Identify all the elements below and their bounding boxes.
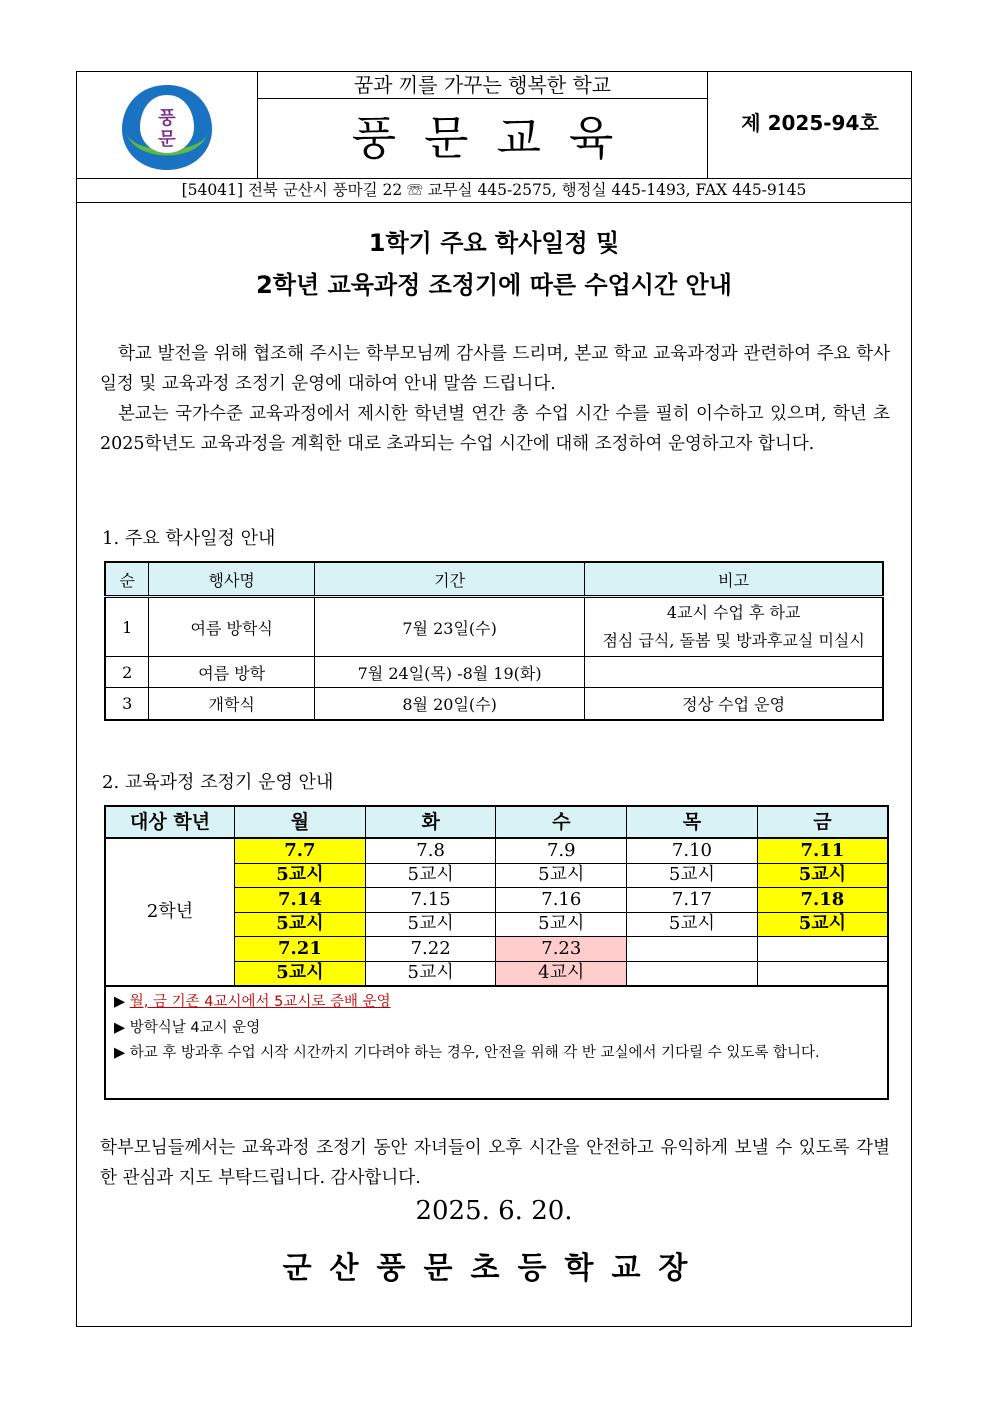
school-address: [54041] 전북 군산시 풍마길 22 ☏ 교무실 445-2575, 행정실 445-1493, FAX 445-9145 bbox=[76, 178, 912, 203]
table-row: 5교시 5교시 5교시 5교시 5교시 bbox=[105, 863, 888, 888]
col-event: 행사명 bbox=[149, 562, 315, 597]
table-row: 3 개학식 8월 20일(수) 정상 수업 운영 bbox=[105, 688, 883, 720]
note-1: ▶ 월, 금 기존 4교시에서 5교시로 증배 운영 bbox=[114, 994, 391, 1010]
section-2-heading: 2. 교육과정 조정기 운영 안내 bbox=[102, 772, 334, 793]
table-row: 7.21 7.22 7.23 bbox=[105, 937, 888, 962]
adjustment-table bbox=[104, 805, 889, 987]
newsletter-title: 풍문교육 bbox=[351, 111, 642, 165]
issue-number: 제 2025-94호 bbox=[707, 71, 912, 178]
bullet-icon: ▶ bbox=[114, 1020, 126, 1036]
table-row: 5교시 5교시 5교시 5교시 5교시 bbox=[105, 912, 888, 937]
title-line-2: 2학년 교육과정 조정기에 따른 수업시간 안내 bbox=[256, 271, 732, 299]
col-period: 기간 bbox=[314, 562, 584, 597]
principal-signature: 군산풍문초등학교장 bbox=[282, 1251, 706, 1286]
school-slogan: 꿈과 끼를 가꾸는 행복한 학교 bbox=[258, 71, 707, 99]
intro-paragraph-1: 학교 발전을 위해 협조해 주시는 학부모님께 감사를 드리며, 본교 학교 교육과정과 관련하여 주요 학사일정 및 교육과정 조정기 운영에 대하여 안내 말씀 드립니다. bbox=[100, 344, 890, 394]
issue-date: 2025. 6. 20. bbox=[415, 1196, 573, 1226]
col-note: 비고 bbox=[585, 562, 883, 597]
table-row: 1 여름 방학식 7월 23일(수) 4교시 수업 후 하교 점심 급식, 돌봄 및 방과후교실 미실시 bbox=[105, 597, 883, 657]
table-row: 7.14 7.15 7.16 7.17 7.18 bbox=[105, 888, 888, 913]
table-row: 2 여름 방학 7월 24일(목) -8월 19(화) bbox=[105, 657, 883, 688]
adjustment-header-row: 대상 학년 월 화 수 목 금 bbox=[105, 806, 888, 838]
col-no: 순 bbox=[105, 562, 149, 597]
table-row: 5교시 5교시 4교시 bbox=[105, 961, 888, 986]
school-emblem-icon bbox=[76, 71, 258, 178]
bullet-icon: ▶ bbox=[114, 1045, 126, 1061]
title-line-1: 1학기 주요 학사일정 및 bbox=[368, 229, 620, 257]
schedule-table bbox=[104, 561, 884, 721]
bullet-icon: ▶ bbox=[114, 994, 126, 1010]
section-1-heading: 1. 주요 학사일정 안내 bbox=[102, 528, 276, 549]
schedule-header-row bbox=[105, 562, 883, 597]
notes-box bbox=[104, 985, 889, 1100]
school-logo bbox=[76, 71, 258, 178]
closing-paragraph: 학부모님들께서는 교육과정 조정기 동안 자녀들이 오후 시간을 안전하고 유익하게 보낼 수 있도록 각별한 관심과 지도 부탁드립니다. 감사합니다. bbox=[100, 1138, 890, 1188]
note-2: ▶ 방학식날 4교시 운영 bbox=[114, 1020, 261, 1036]
logo-text-bottom: 문 bbox=[158, 129, 176, 150]
logo-text-top: 풍 bbox=[158, 108, 176, 129]
note-3: ▶ 하교 후 방과후 수업 시작 시간까지 기다려야 하는 경우, 안전을 위해 각 반 교실에서 기다릴 수 있도록 합니다. bbox=[114, 1045, 820, 1061]
intro-paragraph-2: 본교는 국가수준 교육과정에서 제시한 학년별 연간 총 수업 시간 수를 필히 이수하고 있으며, 학년 초 2025학년도 교육과정을 계획한 대로 초과되는 수업 시간에 대해 조정하여 운영하고자 합니다. bbox=[100, 404, 890, 454]
grade-cell: 2학년 bbox=[105, 838, 235, 986]
document-title bbox=[76, 222, 912, 306]
table-row: 2학년 7.7 7.8 7.9 7.10 7.11 bbox=[105, 838, 888, 863]
